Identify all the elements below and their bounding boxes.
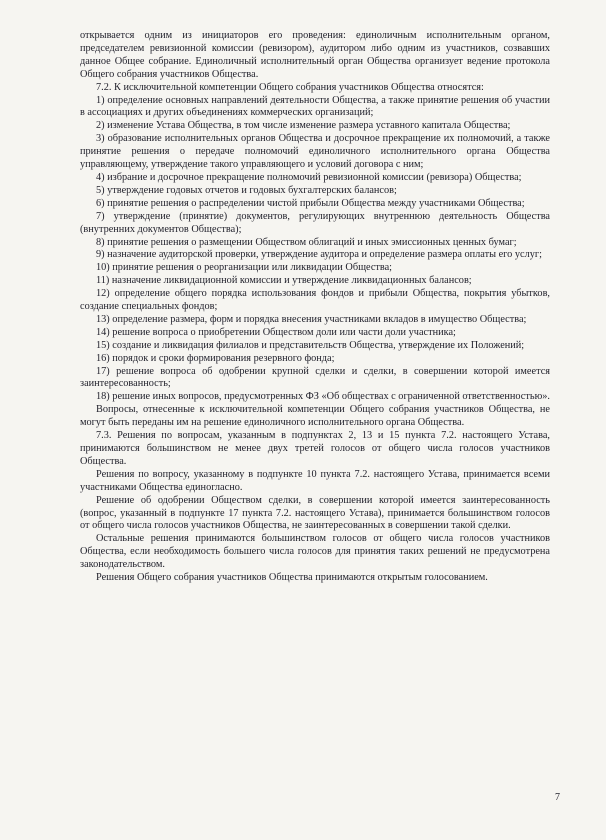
paragraph-other-decisions: Остальные решения принимаются большинством голосов от общего числа голосов участников Общества, если необходимость большего числа голосов для принятия таких решений не предусмотрена законодательством. xyxy=(80,533,550,571)
list-item-3: 3) образование исполнительных органов Общества и досрочное прекращение их полномочий, а также принятие решения о передаче полномочий единоличного исполнительного органа Общества управляющему, утверждение такого управляющего и условий договора с ним; xyxy=(80,133,550,171)
paragraph-unanimous: Решения по вопросу, указанному в подпункте 10 пункта 7.2. настоящего Устава, принимается всеми участниками Общества единогласно. xyxy=(80,468,550,493)
list-item-15: 15) создание и ликвидация филиалов и представительств Общества, утверждение их Положений; xyxy=(96,339,525,351)
clause-7-2-heading: 7.2. К исключительной компетенции Общего собрания участников Общества относятся: xyxy=(96,81,484,93)
page-number: 7 xyxy=(555,792,560,803)
paragraph-non-transferable: Вопросы, отнесенные к исключительной компетенции Общего собрания участников Общества, не могут быть переданы им на решение единоличного исполнительного органа Общества. xyxy=(80,404,550,429)
list-item-2: 2) изменение Устава Общества, в том числе изменение размера уставного капитала Общества; xyxy=(96,120,511,132)
list-item-14: 14) решение вопроса о приобретении Обществом доли или части доли участника; xyxy=(96,326,456,338)
list-item-6: 6) принятие решения о распределении чистой прибыли Общества между участниками Общества; xyxy=(96,197,525,209)
list-item-5: 5) утверждение годовых отчетов и годовых бухгалтерских балансов; xyxy=(96,184,397,196)
list-item-7: 7) утверждение (принятие) документов, регулирующих внутреннюю деятельность Общества (внутренних документов Общества); xyxy=(80,210,550,235)
paragraph-interested-deal: Решение об одобрении Обществом сделки, в совершении которой имеется заинтересованность (вопрос, указанный в подпункте 17 пункта 7.2. настоящего Устава), принимается большинством голосов от общего числа голосов участников Общества, не заинтересованных в совершении такой сделки. xyxy=(80,494,550,532)
list-item-16: 16) порядок и сроки формирования резервного фонда; xyxy=(96,352,335,364)
list-item-8: 8) принятие решения о размещении Обществом облигаций и иных эмиссионных ценных бумаг; xyxy=(96,236,517,248)
list-item-18: 18) решение иных вопросов, предусмотренных ФЗ «Об обществах с ограниченной ответственностью». xyxy=(96,391,550,403)
document-body xyxy=(80,30,550,585)
list-item-10: 10) принятие решения о реорганизации или ликвидации Общества; xyxy=(96,262,393,274)
list-item-11: 11) назначение ликвидационной комиссии и утверждение ликвидационных балансов; xyxy=(96,275,472,287)
paragraph-continuation: открывается одним из инициаторов его проведения: единоличным исполнительным органом, председателем ревизионной комиссии (ревизором), аудитором либо одним из участников, созвавших данное Общее собрание. Единоличный исполнительный орган Общества организует ведение протокола Общего собрания участников Общества. xyxy=(80,30,550,80)
list-item-17: 17) решение вопроса об одобрении крупной сделки и сделки, в совершении которой имеется заинтересованность; xyxy=(80,365,550,390)
list-item-4: 4) избрание и досрочное прекращение полномочий ревизионной комиссии (ревизора) Общества; xyxy=(96,171,522,183)
clause-7-3: 7.3. Решения по вопросам, указанным в подпунктах 2, 13 и 15 пункта 7.2. настоящего Устава, принимаются большинством не менее двух третей голосов от общего числа голосов участников Общества. xyxy=(80,430,550,467)
list-item-12: 12) определение общего порядка использования фондов и прибыли Общества, покрытия убытков, создание специальных фондов; xyxy=(80,288,550,313)
list-item-9: 9) назначение аудиторской проверки, утверждение аудитора и определение размера оплаты его услуг; xyxy=(96,249,542,261)
list-item-13: 13) определение размера, форм и порядка внесения участниками вкладов в имущество Общества; xyxy=(96,313,527,325)
paragraph-open-voting: Решения Общего собрания участников Общества принимаются открытым голосованием. xyxy=(96,572,488,584)
list-item-1: 1) определение основных направлений деятельности Общества, а также принятие решения об участии в ассоциациях и других объединениях коммерческих организаций; xyxy=(80,94,550,119)
